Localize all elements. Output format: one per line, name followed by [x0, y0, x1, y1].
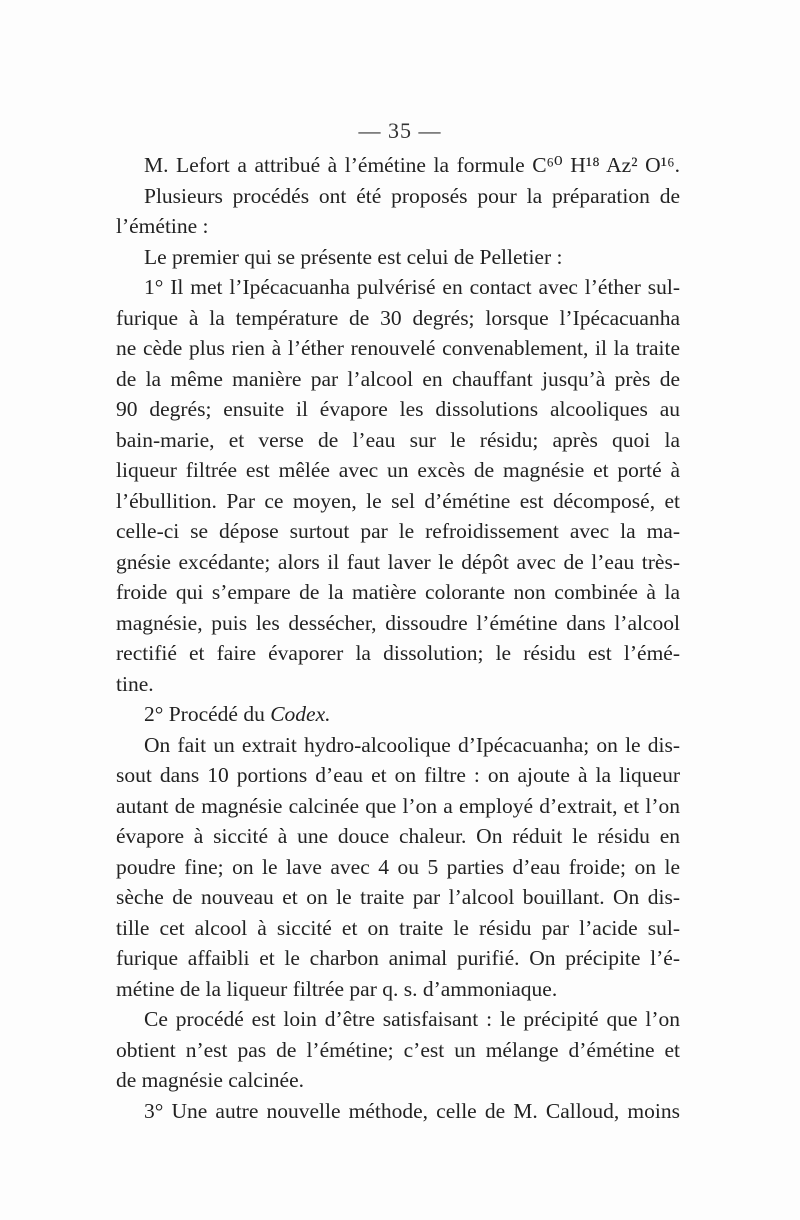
- text-line-content: gnésie excédante; alors il faut laver le dépôt avec de l’eau très-: [116, 549, 680, 574]
- italic-title: Codex.: [270, 702, 331, 726]
- text-line: [116, 333, 680, 364]
- text-line-content: sout dans 10 portions d’eau et on filtre : on ajoute à la liqueur: [116, 763, 680, 787]
- text-line-content: sèche de nouveau et on le traite par l’alcool bouillant. On dis-: [116, 885, 680, 909]
- text-line: [116, 425, 680, 456]
- text-line-content: obtient n’est pas de l’émétine; c’est un mélange d’émétine et: [116, 1037, 680, 1062]
- text-line-content: froide qui s’empare de la matière colorante non combinée à la: [116, 580, 680, 604]
- text-line-content: furique à la température de 30 degrés; lorsque l’Ipécacuanha: [116, 305, 680, 330]
- text-line: [116, 547, 680, 578]
- text-line-content: ne cède plus rien à l’éther renouvelé convenablement, il la traite: [116, 336, 680, 360]
- text-line-content: On fait un extrait hydro-alcoolique d’Ipécacuanha; on le dis-: [144, 732, 680, 757]
- text-line: [116, 1035, 680, 1066]
- text-line: [116, 760, 680, 791]
- text-line: [116, 608, 680, 639]
- text-line-content: métine de la liqueur filtrée par q. s. d’ammoniaque.: [116, 976, 558, 1001]
- text-line-content: évapore à siccité à une douce chaleur. On réduit le résidu en: [116, 824, 680, 848]
- text-line: [116, 821, 680, 852]
- text-line: [116, 1096, 680, 1127]
- text-line-content: poudre fine; on le lave avec 4 ou 5 parties d’eau froide; on le: [116, 854, 680, 879]
- text-line: [116, 242, 680, 273]
- text-line: [116, 1004, 680, 1035]
- text-line-content: Plusieurs procédés ont été proposés pour la préparation de: [144, 183, 680, 208]
- text-line: [116, 974, 680, 1005]
- text-line: [116, 394, 680, 425]
- text-line-content: l’émétine :: [116, 214, 209, 238]
- text-line-content: l’ébullition. Par ce moyen, le sel d’émétine est décomposé, et: [116, 488, 680, 513]
- text-line: [116, 181, 680, 212]
- text-line-content: 3° Une autre nouvelle méthode, celle de M. Calloud, moins: [144, 1098, 680, 1123]
- text-line-content: de magnésie calcinée.: [116, 1068, 305, 1092]
- text-line: [116, 638, 680, 669]
- text-line: [116, 516, 680, 547]
- text-line-content: 1° Il met l’Ipécacuanha pulvérisé en contact avec l’éther sul-: [144, 275, 680, 299]
- text-line-content: de la même manière par l’alcool en chauffant jusqu’à près de: [116, 366, 680, 391]
- text-line-content: Le premier qui se présente est celui de Pelletier :: [144, 244, 563, 269]
- text-line-content: rectifié et faire évaporer la dissolution; le résidu est l’émé-: [116, 641, 680, 665]
- text-line: [116, 211, 680, 242]
- text-line-content: M. Lefort a attribué à l’émétine la formule C⁶⁰ H¹⁸ Az² O¹⁶.: [144, 153, 680, 177]
- text-line-content: 90 degrés; ensuite il évapore les dissolutions alcooliques au: [116, 397, 680, 421]
- text-line: [116, 303, 680, 334]
- text-line-content: bain-marie, et verse de l’eau sur le résidu; après quoi la: [116, 427, 680, 452]
- text-line: [116, 699, 680, 730]
- text-line-content: Ce procédé est loin d’être satisfaisant : le précipité que l’on: [144, 1007, 680, 1031]
- text-line: [116, 943, 680, 974]
- text-line: [116, 1065, 680, 1096]
- text-line-content: magnésie, puis les dessécher, dissoudre l’émétine dans l’alcool: [116, 610, 680, 635]
- body-text: [116, 150, 680, 1126]
- text-line: [116, 150, 680, 181]
- page-number: — 35 —: [358, 118, 442, 143]
- text-line: [116, 730, 680, 761]
- text-line: [116, 669, 680, 700]
- text-line: [116, 272, 680, 303]
- text-line: [116, 364, 680, 395]
- text-line-content: autant de magnésie calcinée que l’on a employé d’extrait, et l’on: [116, 793, 680, 818]
- text-line: [116, 913, 680, 944]
- text-line-content: liqueur filtrée est mêlée avec un excès de magnésie et porté à: [116, 458, 680, 482]
- text-line-content: 2° Procédé du: [144, 702, 271, 726]
- text-line: [116, 882, 680, 913]
- text-line: [116, 791, 680, 822]
- text-line-content: furique affaibli et le charbon animal purifié. On précipite l’é-: [116, 946, 680, 970]
- text-line: [116, 455, 680, 486]
- text-line: [116, 486, 680, 517]
- text-line-content: tine.: [116, 671, 154, 696]
- text-line: [116, 577, 680, 608]
- text-line: [116, 852, 680, 883]
- text-line-content: tille cet alcool à siccité et on traite le résidu par l’acide sul-: [116, 915, 680, 940]
- text-line-content: celle-ci se dépose surtout par le refroidissement avec la ma-: [116, 519, 680, 543]
